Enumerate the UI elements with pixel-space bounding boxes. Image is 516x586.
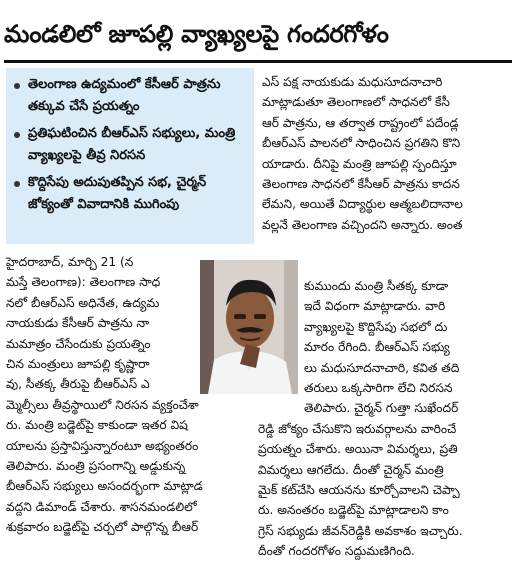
- body-line: దీంతో గందరగోళం సద్దుమణిగింది.: [258, 544, 415, 559]
- body-line: గ్రెస్ సభ్యుడు జీవన్‌రెడ్డికి అవకాశం ఇచ్చారు.: [258, 523, 463, 538]
- body-line: తెలంగాణ సాధనలో కేసీఆర్ పాత్రను కాదన: [262, 177, 460, 192]
- body-line: విమర్శలు ఆగలేదు. దీంతో చైర్మన్ మంత్రి: [258, 462, 444, 477]
- body-line: చిన మంత్రులు జూపల్లి కృష్ణారా: [6, 357, 150, 372]
- summary-item: [12, 123, 248, 167]
- body-line: మస్తే తెలంగాణ): తెలంగాణ సాధ: [6, 275, 161, 290]
- body-line: వల్లనే తెలంగాణ వచ్చిందని అన్నారు. అంత: [262, 217, 463, 232]
- minister-photo: [200, 260, 298, 394]
- summary-box: [6, 68, 254, 244]
- summary-item: [12, 74, 248, 118]
- body-line: లేమని, అయితే విద్యార్థుల ఆత్మబలిదానాల: [262, 197, 463, 212]
- bullet-icon: [14, 181, 20, 187]
- summary-text: కొద్దిసేపు అదుపుతప్పిన సభ, చైర్మన్ జోక్యంతో వివాదానికి ముగింపు: [28, 175, 207, 212]
- body-line: బీఆర్ఎస్ సభ్యులు అసందర్భంగా మాట్లాడ: [6, 479, 203, 494]
- body-line: తరులు ఒక్కసారిగా లేచి నిరసన: [304, 381, 453, 396]
- headline: మండలిలో జూపల్లి వ్యాఖ్యలపై గందరగోళం: [4, 20, 389, 48]
- body-line: తెలిపారు. చైర్మన్ గుత్తా సుఖేందర్: [304, 401, 459, 416]
- body-line: వు, సీతక్క తీరుపై బీఆర్ఎస్ ఎ: [6, 377, 150, 392]
- body-line: మమాత్రం చేసేందుకు ప్రయత్నిం: [6, 336, 151, 351]
- body-line: బీఆర్ఎస్ పాలనలో సాధించిన ప్రగతిని కొని: [262, 136, 461, 151]
- body-line: యాలను ప్రస్తావిస్తున్నారంటూ అభ్యంతరం: [6, 438, 199, 453]
- bullet-icon: [14, 132, 20, 138]
- body-line: లు మధుసూదనాచారి, కవిత తది: [304, 360, 460, 375]
- body-line: ఇదే విధంగా మాట్లాడారు. వారి: [304, 299, 446, 314]
- bullet-icon: [14, 83, 20, 89]
- body-line: ఆర్ పాత్రను, ఆ తర్వాత రాష్ట్రంలో పదేండ్ల: [262, 115, 459, 130]
- body-line: హైదరాబాద్, మార్చి 21 (న: [6, 255, 134, 269]
- body-line: యాడారు. దీనిపై మంత్రి జూపల్లి స్పందిస్తూ: [262, 156, 457, 171]
- body-line: కుముందు మంత్రి సీతక్క కూడా: [304, 279, 449, 293]
- person-portrait-icon: [200, 260, 298, 394]
- body-line: శుక్రవారం బడ్జెట్‌పై చర్చలో పాల్గొన్న బీఆర్: [6, 520, 199, 535]
- body-line: మైక్ కట్‌చేసి ఆయనను కూర్చోవాలని చెప్పా: [258, 483, 460, 498]
- body-line: తెలిపారు. మంత్రి ప్రసంగాన్ని అడ్డుకున్న: [6, 459, 186, 474]
- body-line: రు. మంత్రి బడ్జెట్‌పై కాకుండా ఇతర విష: [6, 418, 188, 433]
- body-line: నాయకుడు కేసీఆర్ పాత్రను నా: [6, 316, 150, 331]
- summary-text: ప్రతిఘటించిన బీఆర్ఎస్ సభ్యులు, మంత్రి వ్యాఖ్యలపై తీవ్ర నిరసన: [28, 126, 236, 163]
- body-line: రెడ్డి జోక్యం చేసుకొని ఇరువర్గాలను వారించే: [258, 421, 457, 436]
- body-line: మారం రేగింది. బీఆర్ఎస్ సభ్యు: [304, 340, 450, 355]
- body-line: మాట్లాడుతూ తెలంగాణలో సాధనలో కేసీ: [262, 95, 450, 110]
- body-line: వద్దని డిమాండ్ చేశారు. శాసనమండలిలో: [6, 499, 197, 514]
- body-line: రు. అనంతరం బడ్జెట్‌పై మాట్లాడాలని కాం: [258, 503, 449, 518]
- body-line: ప్రయత్నం చేశారు. అయినా విమర్శలు, ప్రతి: [258, 442, 458, 457]
- body-line: వ్యాఖ్యలపై కొద్దిసేపు సభలో దు: [304, 319, 448, 334]
- body-line: ఎస్ పక్ష నాయకుడు మధుసూదనాచారి: [262, 75, 443, 89]
- right-column-top: [262, 72, 512, 235]
- summary-text: తెలంగాణ ఉద్యమంలో కేసీఆర్ పాత్రను తక్కువ చేసే ప్రయత్నం: [28, 77, 221, 114]
- headline-rule: [4, 60, 512, 63]
- body-line: నలో బీఆర్ఎస్ అధినేత, ఉద్యమ: [6, 295, 160, 310]
- summary-item: [12, 172, 248, 216]
- body-line: మ్మెల్సీలు తీవ్రస్థాయిలో నిరసన వ్యక్తంచేశా: [6, 397, 199, 412]
